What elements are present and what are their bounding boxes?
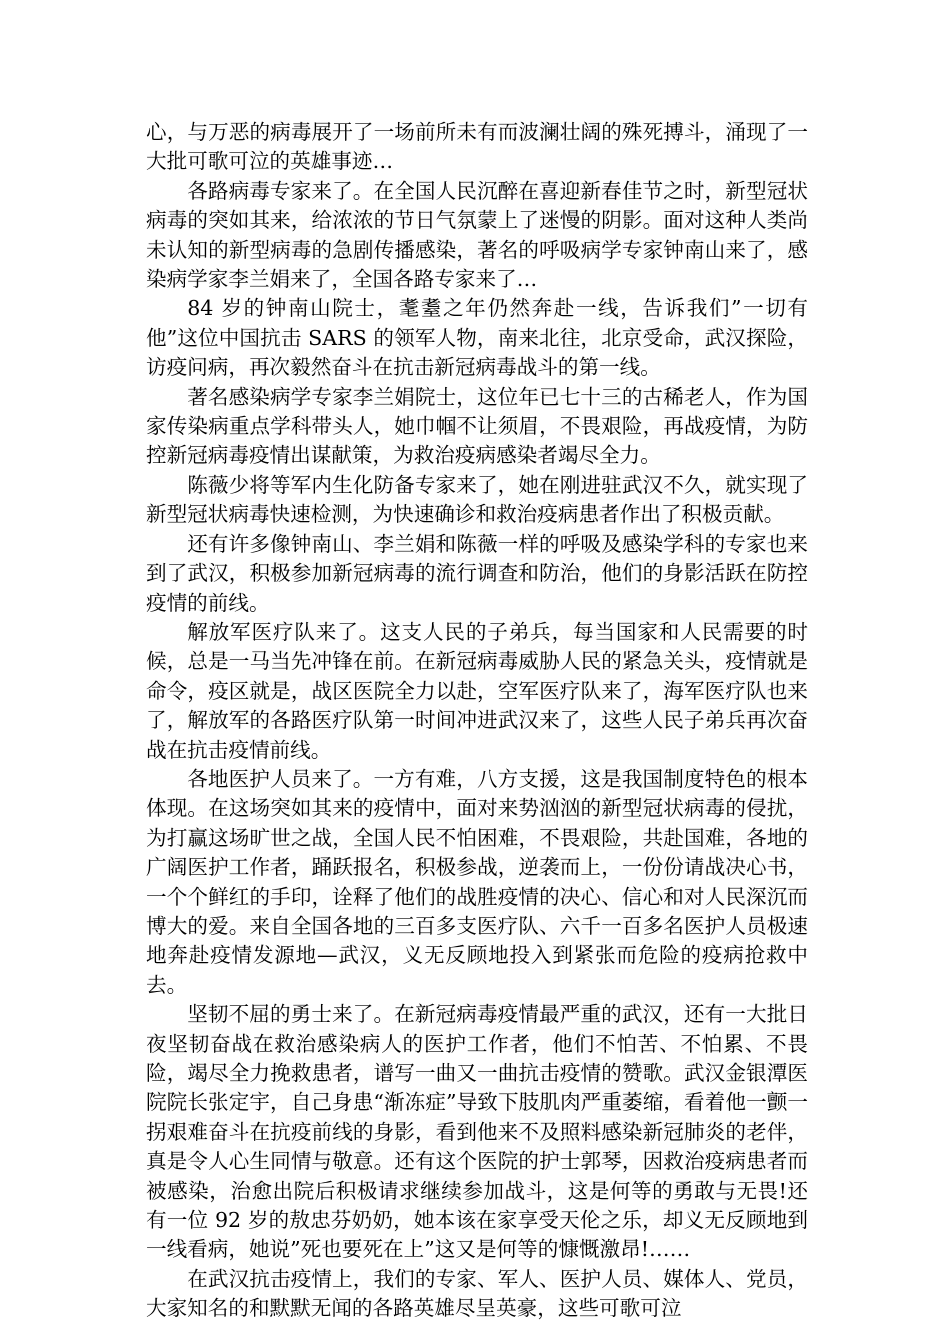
paragraph-2: 各路病毒专家来了。在全国人民沉醉在喜迎新春佳节之时，新型冠状病毒的突如其来，给浓浓的节日气氛蒙上了迷慢的阴影。面对这种人类尚未认知的新型病毒的急剧传播感染，著名的呼吸病学专家钟南山来了，感染病学家李兰娟来了，全国各路专家来了… xyxy=(146,178,808,292)
paragraph-6: 还有许多像钟南山、李兰娟和陈薇一样的呼吸及感染学科的专家也来到了武汉，积极参加新冠病毒的流行调查和防治，他们的身影活跃在防控疫情的前线。 xyxy=(146,531,808,615)
paragraph-4: 著名感染病学专家李兰娟院士，这位年已七十三的古稀老人，作为国家传染病重点学科带头人，她巾帼不让须眉，不畏艰险，再战疫情，为防控新冠病毒疫情出谋献策，为救治疫病感染者竭尽全力。 xyxy=(146,384,808,468)
paragraph-5: 陈薇少将等军内生化防备专家来了，她在刚进驻武汉不久，就实现了新型冠状病毒快速检测，为快速确诊和救治疫病患者作出了积极贡献。 xyxy=(146,472,808,527)
paragraph-9: 坚韧不屈的勇士来了。在新冠病毒疫情最严重的武汉，还有一大批日夜坚韧奋战在救治感染病人的医护工作者，他们不怕苦、不怕累、不畏险，竭尽全力挽救患者，谱写一曲又一曲抗击疫情的赞歌。武汉金银潭医院院长张定宇，自己身患“渐冻症”导致下肢肌肉严重萎缩，看着他一颤一拐艰难奋斗在抗疫前线的身影，看到他来不及照料感染新冠肺炎的老伴，真是令人心生同情与敬意。还有这个医院的护士郭琴，因救治疫病患者而被感染，治愈出院后积极请求继续参加战斗，这是何等的勇敢与无畏!还有一位 92 岁的敖忠芬奶奶，她本该在家享受天伦之乐，却义无反顾地到一线看病，她说”死也要死在上”这又是何等的慷慨激昂!…… xyxy=(146,1002,808,1262)
paragraph-3: 84 岁的钟南山院士，耄耋之年仍然奔赴一线，告诉我们”一切有他”这位中国抗击 SARS 的领军人物，南来北往，北京受命，武汉探险，访疫问病，再次毅然奋斗在抗击新冠病毒战斗的第一线。 xyxy=(146,296,808,380)
document-page xyxy=(146,118,808,1324)
paragraph-10: 在武汉抗击疫情上，我们的专家、军人、医护人员、媒体人、党员，大家知名的和默默无闻的各路英雄尽呈英豪，这些可歌可泣 xyxy=(146,1266,808,1321)
paragraph-1: 心，与万恶的病毒展开了一场前所未有而波澜壮阔的殊死搏斗，涌现了一大批可歌可泣的英雄事迹… xyxy=(146,120,808,174)
paragraph-7: 解放军医疗队来了。这支人民的子弟兵，每当国家和人民需要的时候，总是一马当先冲锋在前。在新冠病毒威胁人民的紧急关头，疫情就是命令，疫区就是，战区医院全力以赴，空军医疗队来了，海军医疗队也来了，解放军的各路医疗队第一时间冲进武汉来了，这些人民子弟兵再次奋战在抗击疫情前线。 xyxy=(146,619,808,762)
paragraph-8: 各地医护人员来了。一方有难，八方支援，这是我国制度特色的根本体现。在这场突如其来的疫情中，面对来势汹汹的新型冠状病毒的侵扰，为打赢这场旷世之战，全国人民不怕困难，不畏艰险，共赴国难，各地的广阔医护工作者，踊跃报名，积极参战，逆袭而上，一份份请战决心书，一个个鲜红的手印，诠释了他们的战胜疫情的决心、信心和对人民深沉而博大的爱。来自全国各地的三百多支医疗队、六千一百多名医护人员极速地奔赴疫情发源地—武汉，义无反顾地投入到紧张而危险的疫病抢救中去。 xyxy=(146,766,808,997)
